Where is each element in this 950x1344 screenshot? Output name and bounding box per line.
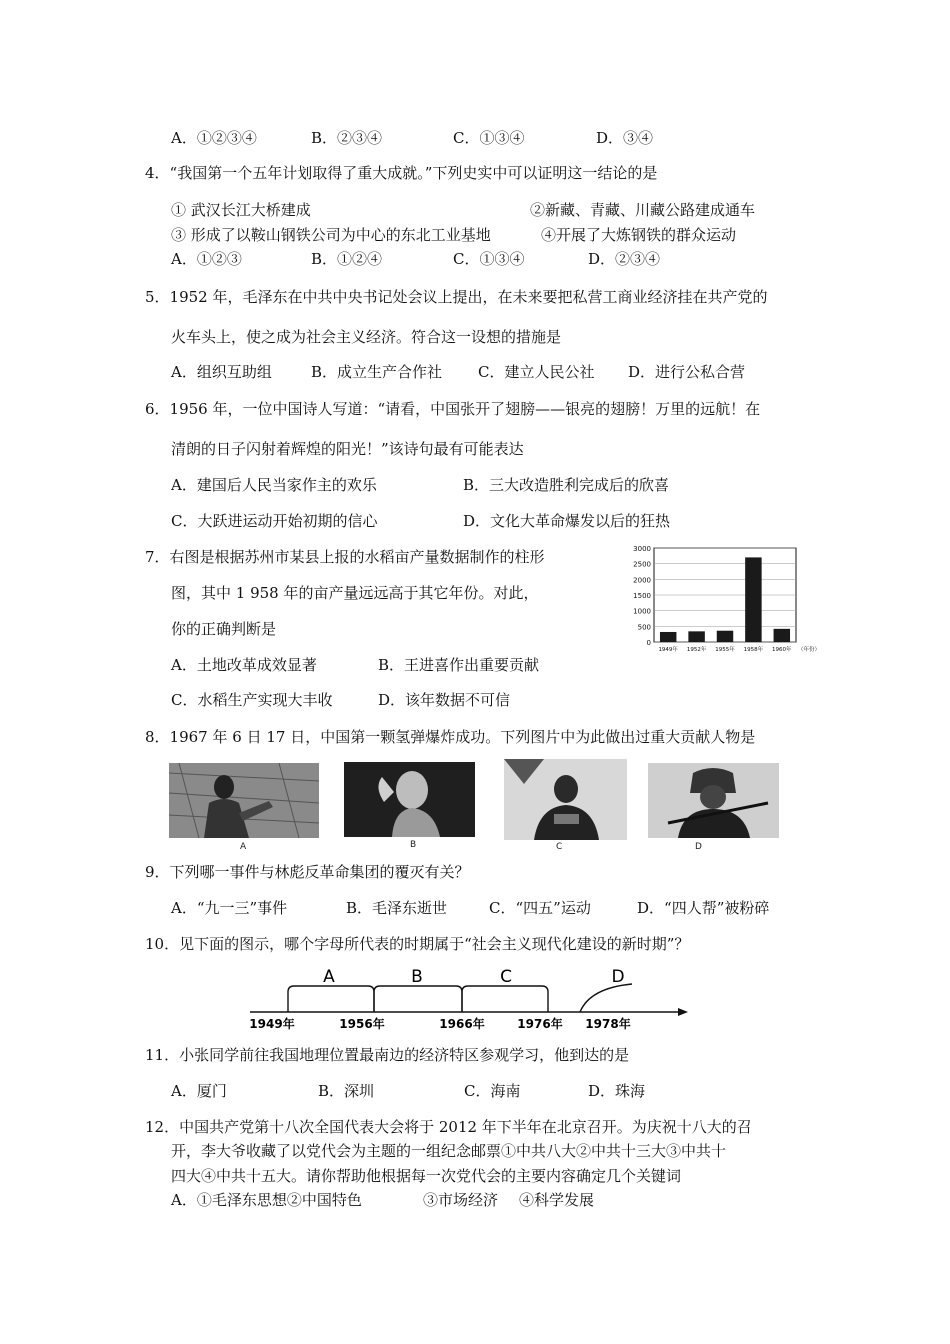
q11-option-b: B．深圳 [318, 1082, 375, 1100]
q12-stem-line1: 12．中国共产党第十八次全国代表大会将于 2012 年下半年在北京召开。为庆祝十八大的召 [145, 1118, 752, 1136]
chart-x-tick-label: 1955年 [715, 647, 735, 653]
q11-stem: 11．小张同学前往我国地理位置最南边的经济特区参观学习，他到达的是 [145, 1046, 630, 1064]
q11-option-a: A．厦门 [171, 1082, 227, 1100]
photo-b-label: B [410, 840, 417, 850]
chart-bar [774, 629, 790, 642]
chart-bar [660, 632, 676, 642]
timeline-diagram [240, 962, 700, 1034]
q3-option-a: A．①②③④ [171, 129, 257, 147]
chart-y-tick-label: 1000 [633, 607, 651, 616]
q12-stem-line2: 开，李大爷收藏了以党代会为主题的一组纪念邮票①中共八大②中共十三大③中共十 [171, 1142, 727, 1160]
q7-stem-line1: 7．右图是根据苏州市某县上报的水稻亩产量数据制作的柱形 [145, 548, 545, 566]
q11-option-c: C．海南 [464, 1082, 521, 1100]
q5-stem-line1: 5．1952 年，毛泽东在中共中央书记处会议上提出，在未来要把私营工商业经济挂在共产党的 [145, 288, 768, 306]
q7-option-b: B．王进喜作出重要贡献 [378, 656, 540, 674]
chart-x-tick-label: 1960年 [772, 647, 792, 653]
chart-y-tick-label: 1500 [633, 592, 651, 600]
chart-x-unit-label: （年份） [798, 647, 821, 653]
q9-option-d: D．“四人帮”被粉碎 [637, 899, 770, 917]
chart-y-tick-label: 500 [637, 623, 651, 632]
q7-option-c: C．水稻生产实现大丰收 [171, 691, 333, 709]
q12-option-a-part2: ③市场经济 [423, 1191, 499, 1209]
q6-option-d: D．文化大革命爆发以后的狂热 [463, 512, 671, 530]
q5-option-b: B．成立生产合作社 [311, 363, 443, 381]
timeline-label-b: B [411, 967, 423, 987]
q5-option-a: A．组织互助组 [171, 363, 272, 381]
photo-a-label: A [240, 842, 247, 852]
chart-bar [717, 631, 733, 642]
photo-d-label: D [695, 842, 702, 852]
q12-option-a-part1: A．①毛泽东思想②中国特色 [171, 1191, 362, 1209]
photo-c [504, 759, 627, 840]
q6-option-c: C．大跃进运动开始初期的信心 [171, 512, 378, 530]
q9-option-b: B．毛泽东逝世 [346, 899, 448, 917]
photo-c-label: C [556, 842, 563, 852]
q9-option-c: C．“四五”运动 [489, 899, 591, 917]
q4-item-3: ③ 形成了以鞍山钢铁公司为中心的东北工业基地 [171, 226, 491, 244]
q11-option-d: D．珠海 [588, 1082, 646, 1100]
chart-bar [745, 557, 761, 642]
timeline-label-c: C [500, 967, 512, 987]
q3-option-d: D．③④ [596, 129, 654, 147]
chart-y-tick-label: 3000 [633, 545, 651, 553]
chart-x-tick-label: 1952年 [686, 647, 707, 653]
q10-stem: 10．见下面的图示，哪个字母所代表的时期属于“社会主义现代化建设的新时期”？ [145, 935, 690, 953]
timeline-label-d: D [611, 967, 625, 987]
chart-y-tick-label: 2500 [633, 560, 651, 569]
q7-stem-line2: 图，其中 1 958 年的亩产量远远高于其它年份。对此， [171, 584, 539, 602]
photo-a [169, 763, 319, 838]
chart-x-tick-label: 1949年 [658, 647, 678, 653]
q12-option-a-part3: ④科学发展 [519, 1191, 595, 1209]
q7-option-d: D．该年数据不可信 [378, 691, 511, 709]
chart-y-tick-label: 2000 [633, 576, 651, 585]
timeline-year-1978: 1978年 [585, 1017, 631, 1031]
photo-b [344, 762, 475, 837]
q6-stem-line2: 清朗的日子闪射着辉煌的阳光！”该诗句最有可能表达 [171, 440, 524, 458]
chart-x-tick-label: 1958年 [743, 647, 764, 653]
chart-y-tick-label: 0 [646, 639, 651, 647]
q4-item-4: ④开展了大炼钢铁的群众运动 [541, 226, 737, 244]
q4-item-1: ① 武汉长江大桥建成 [171, 201, 311, 219]
q4-option-d: D．②③④ [588, 250, 661, 268]
q4-option-a: A．①②③ [171, 250, 242, 268]
q3-option-c: C．①③④ [453, 129, 525, 147]
q8-stem: 8．1967 年 6 日 17 日，中国第一颗氢弹爆炸成功。下列图片中为此做出过重大贡献人物是 [145, 728, 756, 746]
q7-stem-line3: 你的正确判断是 [171, 620, 277, 638]
chart-bar [688, 631, 704, 642]
timeline-label-a: A [323, 967, 335, 987]
q4-item-2: ②新藏、青藏、川藏公路建成通车 [530, 201, 756, 219]
q6-option-a: A．建国后人民当家作主的欢乐 [171, 476, 377, 494]
q3-option-b: B．②③④ [311, 129, 383, 147]
timeline-year-1976: 1976年 [517, 1017, 563, 1031]
rice-yield-bar-chart [620, 540, 821, 660]
q5-option-d: D．进行公私合营 [628, 363, 746, 381]
photo-d [648, 763, 779, 838]
timeline-year-1949: 1949年 [249, 1017, 295, 1031]
timeline-year-1966: 1966年 [439, 1017, 485, 1031]
q6-option-b: B．三大改造胜利完成后的欣喜 [463, 476, 670, 494]
q12-stem-line3: 四大④中共十五大。请你帮助他根据每一次党代会的主要内容确定几个关键词 [171, 1167, 682, 1185]
q9-option-a: A．“九一三”事件 [171, 899, 288, 917]
q4-option-b: B．①②④ [311, 250, 383, 268]
q5-option-c: C．建立人民公社 [478, 363, 595, 381]
q4-option-c: C．①③④ [453, 250, 525, 268]
timeline-year-1956: 1956年 [339, 1017, 385, 1031]
q5-stem-line2: 火车头上，使之成为社会主义经济。符合这一设想的措施是 [171, 328, 562, 346]
q9-stem: 9．下列哪一事件与林彪反革命集团的覆灭有关？ [145, 863, 470, 881]
q4-stem: 4．“我国第一个五年计划取得了重大成就。”下列史实中可以证明这一结论的是 [145, 164, 658, 182]
q7-option-a: A．土地改革成效显著 [171, 656, 317, 674]
q6-stem-line1: 6．1956 年，一位中国诗人写道：“请看，中国张开了翅膀——银亮的翅膀！万里的远航！在 [145, 400, 761, 418]
